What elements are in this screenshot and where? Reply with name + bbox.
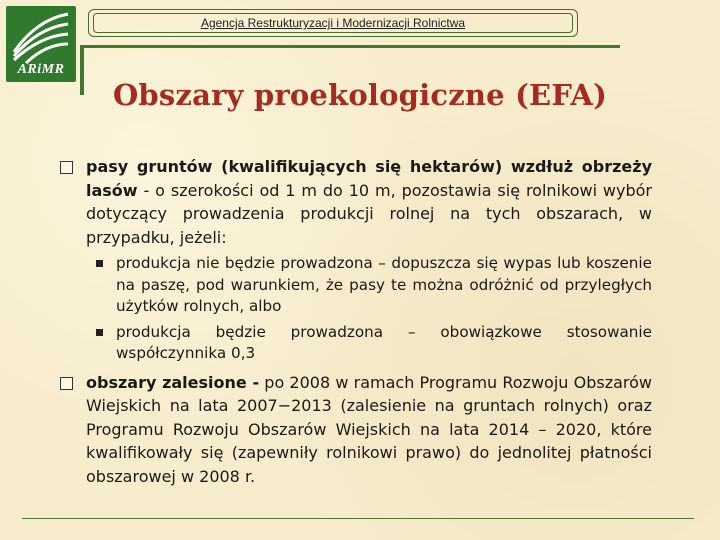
agency-name: Agencja Restrukturyzacji i Modernizacji Rolnictwa <box>93 13 573 33</box>
page-title: Obszary proekologiczne (EFA) <box>112 78 608 112</box>
list-item <box>60 371 652 489</box>
bullet-bold-text: obszary zalesione - <box>86 372 260 392</box>
checkbox-bullet-icon <box>60 161 73 174</box>
sub-item-text: produkcja będzie prowadzona – obowiązkowe stosowanie współczynnika 0,3 <box>116 322 652 362</box>
bullet-text: po 2008 w ramach Programu Rozwoju Obszarów Wiejskich na lata 2007−2013 (zalesienie na gruntach rolnych) oraz Programu Rozwoju Obszarów Wiejskich na lata 2014 – 2020, które kwalifikowały się (zapewniły rolnikowi prawo) do jednolitej płatności obszarowej w 2008 r. <box>86 372 652 486</box>
sub-list-item <box>60 322 652 365</box>
checkbox-bullet-icon <box>60 377 73 390</box>
footer-divider <box>22 518 694 519</box>
arimr-logo <box>6 6 76 82</box>
bullet-bold-text: pasy gruntów (kwalifikujących się hektarów) wzdłuż obrzeży lasów <box>86 157 652 200</box>
header-divider <box>84 45 620 48</box>
list-item <box>60 155 652 249</box>
logo-text: ARiMR <box>17 62 65 77</box>
sub-list-item <box>60 253 652 318</box>
logo-emblem-icon <box>6 6 76 64</box>
content-list <box>60 155 652 488</box>
square-bullet-icon <box>96 329 103 336</box>
sub-item-text: produkcja nie będzie prowadzona – dopuszcza się wypas lub koszenie na paszę, pod warunkiem, że pasy te można odróżnić od przyległych użytków rolnych, albo <box>116 254 652 315</box>
bullet-text: - o szerokości od 1 m do 10 m, pozostawia się rolnikowi wybór dotyczący prowadzenia produkcji rolnej na tych obszarach, w przypadku, jeżeli: <box>86 180 652 247</box>
square-bullet-icon <box>96 260 103 267</box>
